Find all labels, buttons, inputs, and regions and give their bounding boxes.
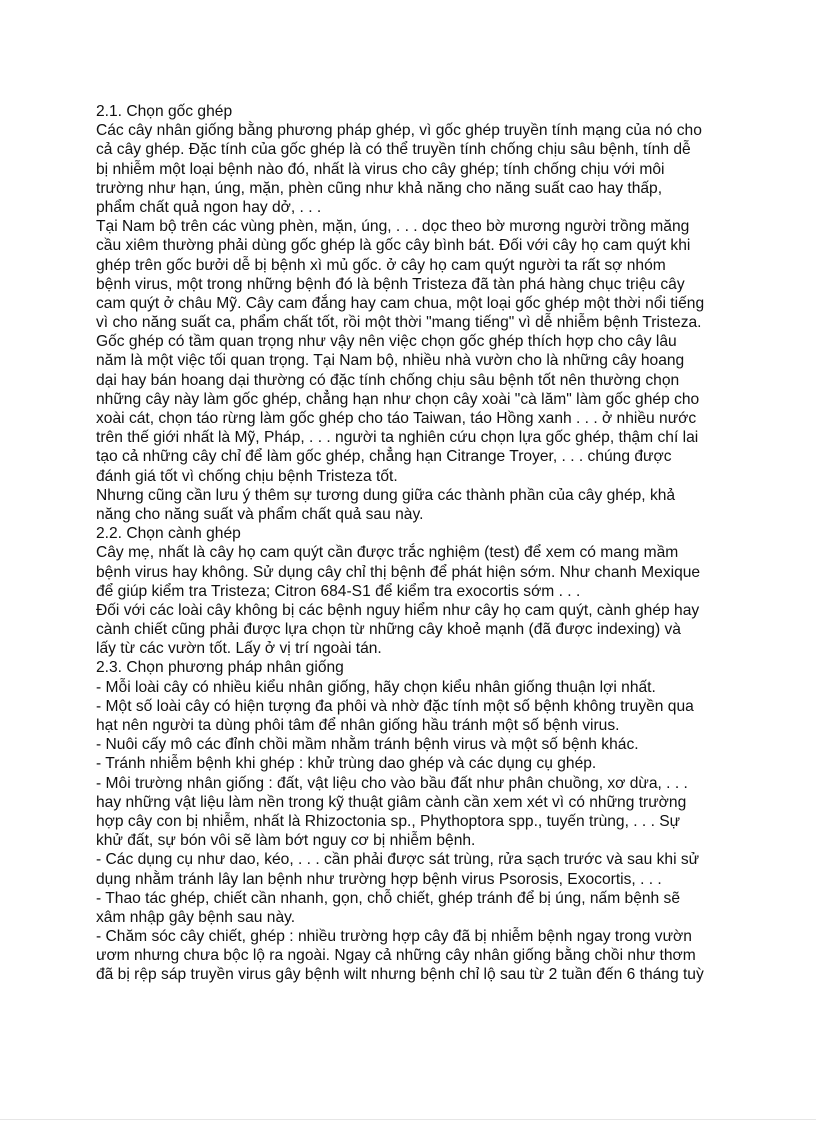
- text-line: - Thao tác ghép, chiết cần nhanh, gọn, chỗ chiết, ghép tránh để bị úng, nấm bệnh sẽ: [96, 889, 681, 907]
- text-line: trường như hạn, úng, mặn, phèn cũng như khả năng cho năng suất cao hay thấp,: [96, 179, 663, 197]
- text-line: vì cho năng suất ca, phẩm chất tốt, rồi một thời "mang tiếng" vì dễ nhiễm bệnh Tristeza.: [96, 314, 702, 332]
- text-line: ươm nhưng chưa bộc lộ ra ngoài. Ngay cả những cây nhân giống bằng chồi như thơm: [96, 947, 696, 965]
- text-line: cả cây ghép. Đặc tính của gốc ghép là có thể truyền tính chống chịu sâu bệnh, tính dễ: [96, 141, 691, 159]
- text-line: hay những vật liệu làm nền trong kỹ thuật giâm cành cần xem xét vì có những trường: [96, 793, 687, 811]
- text-line: Tại Nam bộ trên các vùng phèn, mặn, úng, . . . dọc theo bờ mương người trồng măng: [96, 218, 690, 236]
- text-line: xâm nhập gây bệnh sau này.: [96, 908, 296, 926]
- text-line: 2.2. Chọn cành ghép: [96, 525, 241, 543]
- text-line: cầu xiêm thường phải dùng gốc ghép là gốc cây bình bát. Đối với cây họ cam quýt khi: [96, 237, 691, 255]
- text-line: hợp cây con bị nhiễm, nhất là Rhizoctonia sp., Phythoptora spp., tuyến trùng, . . . Sự: [96, 812, 681, 830]
- text-line: - Nuôi cấy mô các đỉnh chồi mầm nhằm tránh bệnh virus và một số bệnh khác.: [96, 736, 639, 754]
- text-line: Gốc ghép có tầm quan trọng như vậy nên việc chọn gốc ghép thích hợp cho cây lâu: [96, 333, 677, 351]
- text-line: cành chiết cũng phải được lựa chọn từ những cây khoẻ mạnh (đã được indexing) và: [96, 621, 681, 639]
- text-line: năng cho năng suất và phẩm chất quả sau này.: [96, 505, 424, 523]
- text-line: để giúp kiểm tra Tristeza; Citron 684-S1 để kiểm tra exocortis sớm . . .: [96, 582, 581, 600]
- text-line: trên thế giới nhất là Mỹ, Pháp, . . . người ta nghiên cứu chọn lựa gốc ghép, thậm chí lai: [96, 429, 699, 447]
- text-line: 2.3. Chọn phương pháp nhân giống: [96, 659, 344, 677]
- text-line: đã bị rệp sáp truyền virus gây bệnh wilt nhưng bệnh chỉ lộ sau từ 2 tuần đến 6 tháng tuỳ: [96, 966, 704, 984]
- document-body: [96, 102, 736, 985]
- text-line: khử đất, sự bón vôi sẽ làm bớt nguy cơ bị nhiễm bệnh.: [96, 832, 476, 850]
- page-bottom-divider: [0, 1119, 816, 1120]
- text-line: hạt nên người ta dùng phôi tâm để nhân giống hầu tránh một số bệnh virus.: [96, 717, 620, 734]
- text-line: cam quýt ở châu Mỹ. Cây cam đắng hay cam chua, một loại gốc ghép một thời nổi tiếng: [96, 294, 705, 312]
- text-line: - Môi trường nhân giống : đất, vật liệu cho vào bầu đất như phân chuồng, xơ dừa, . . .: [96, 774, 688, 792]
- text-line: 2.1. Chọn gốc ghép: [96, 103, 233, 120]
- text-line: Cây mẹ, nhất là cây họ cam quýt cần được trắc nghiệm (test) để xem có mang mầm: [96, 544, 679, 562]
- text-line: Các cây nhân giống bằng phương pháp ghép, vì gốc ghép truyền tính mạng của nó cho: [96, 122, 702, 140]
- text-line: ghép trên gốc bưởi dễ bị bệnh xì mủ gốc. ở cây họ cam quýt người ta rất sợ nhóm: [96, 256, 666, 274]
- text-line: đánh giá tốt vì chống chịu bệnh Tristeza tốt.: [96, 467, 398, 485]
- text-line: - Mỗi loài cây có nhiều kiểu nhân giống, hãy chọn kiểu nhân giống thuận lợi nhất.: [96, 678, 656, 696]
- text-line: xoài cát, chọn táo rừng làm gốc ghép cho táo Taiwan, táo Hồng xanh . . . ở nhiều nước: [96, 410, 697, 427]
- text-line: bệnh virus, một trong những bệnh đó là bệnh Tristeza đã tàn phá hàng chục triệu cây: [96, 275, 685, 293]
- text-line: lấy từ các vườn tốt. Lấy ở vị trí ngoài tán.: [96, 640, 382, 658]
- text-line: - Chăm sóc cây chiết, ghép : nhiều trường hợp cây đã bị nhiễm bệnh ngay trong vườn: [96, 928, 692, 946]
- text-line: bệnh virus hay không. Sử dụng cây chỉ thị bệnh để phát hiện sớm. Như chanh Mexique: [96, 563, 701, 581]
- text-line: - Tránh nhiễm bệnh khi ghép : khử trùng dao ghép và các dụng cụ ghép.: [96, 755, 597, 773]
- text-line: dại hay bán hoang dại thường có đặc tính chống chịu sâu bệnh tốt nên thường chọn: [96, 371, 680, 389]
- text-line: - Các dụng cụ như dao, kéo, . . . cần phải được sát trùng, rửa sạch trước và sau khi sử: [96, 851, 700, 869]
- text-line: Đối với các loài cây không bị các bệnh nguy hiểm như cây họ cam quýt, cành ghép hay: [96, 601, 700, 619]
- text-line: phẩm chất quả ngon hay dở, . . .: [96, 198, 322, 216]
- text-line: những cây này làm gốc ghép, chẳng hạn như chọn cây xoài "cà lăm" làm gốc ghép cho: [96, 390, 700, 408]
- text-line: bị nhiễm một loại bệnh nào đó, nhất là virus cho cây ghép; tính chống chịu với môi: [96, 160, 665, 178]
- text-line: Nhưng cũng cần lưu ý thêm sự tương dung giữa các thành phần của cây ghép, khả: [96, 486, 676, 504]
- text-line: dụng nhằm tránh lây lan bệnh như trường hợp bệnh virus Psorosis, Exocortis, . . .: [96, 870, 662, 888]
- text-line: tạo cả những cây chỉ để làm gốc ghép, chẳng hạn Citrange Troyer, . . . chúng được: [96, 448, 672, 466]
- text-line: năm là một việc tối quan trọng. Tại Nam bộ, nhiều nhà vườn cho là những cây hoang: [96, 352, 685, 370]
- text-line: - Một số loài cây có hiện tượng đa phôi và nhờ đặc tính một số bệnh không truyền qua: [96, 697, 694, 715]
